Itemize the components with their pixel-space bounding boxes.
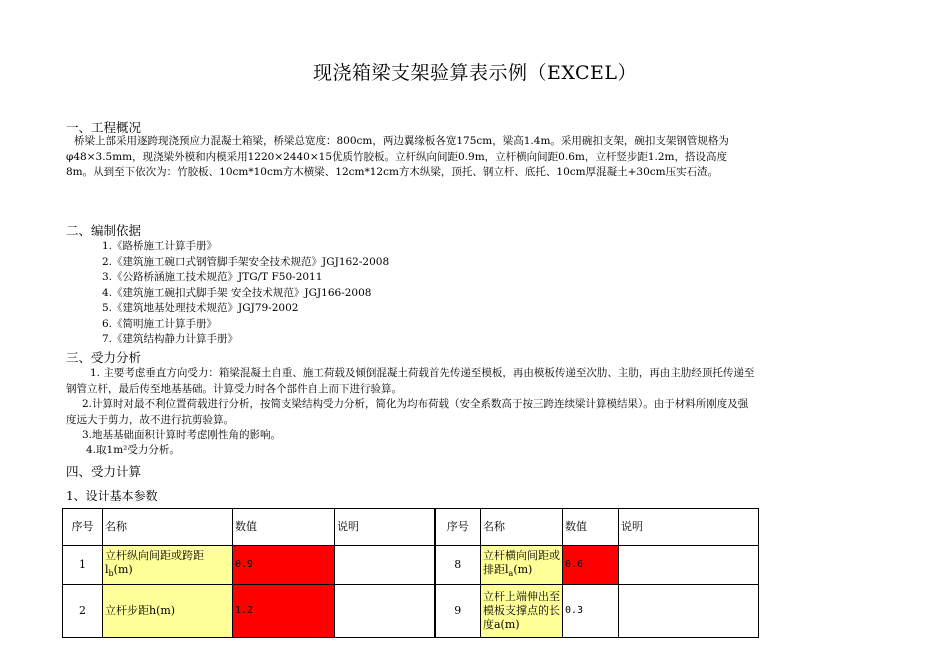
reference-item: 4.《建筑施工碗扣式脚手架 安全技术规范》JGJ166-2008: [102, 286, 372, 299]
parameter-name: 立杆纵向间距或跨距$l_b(m)$: [103, 546, 233, 585]
reference-item: 3.《公路桥涵施工技术规范》JTG/T F50-2011: [102, 271, 323, 283]
parameter-note: [619, 585, 759, 638]
section-heading-calculation: 四、受力计算: [66, 464, 142, 479]
parameter-value[interactable]: 0.3: [563, 585, 619, 638]
table-header-row: [63, 509, 759, 546]
header-cell: 序号: [63, 509, 103, 546]
header-cell: 说明: [335, 509, 435, 546]
parameter-note: [335, 585, 435, 638]
parameter-note: [619, 546, 759, 585]
header-cell: 名称: [481, 509, 563, 546]
reference-item: 5.《建筑地基处理技术规范》JGJ79-2002: [102, 302, 299, 314]
row-number: 8: [435, 546, 481, 585]
parameter-name: 立杆横向间距或排距$l_a(m)$: [481, 546, 563, 585]
row-number: 2: [63, 585, 103, 638]
row-number: 9: [435, 585, 481, 638]
header-cell: 名称: [103, 509, 233, 546]
section-heading-basis: 二、编制依据: [66, 223, 142, 238]
header-cell: 数值: [233, 509, 335, 546]
reference-item: 2.《建筑施工碗口式钢管脚手架安全技术规范》JGJ162-2008: [102, 255, 390, 268]
header-cell: 数值: [563, 509, 619, 546]
analysis-point-4: 4.取1m²受力分析。: [86, 444, 180, 456]
header-cell: 序号: [435, 509, 481, 546]
table-row: [63, 585, 759, 638]
row-number: 1: [63, 546, 103, 585]
parameter-name: 立杆上端伸出至模板支撑点的长度a(m): [481, 585, 563, 638]
header-cell: 说明: [619, 509, 759, 546]
subsection-heading-parameters: 1、设计基本参数: [66, 489, 158, 503]
parameter-value-input[interactable]: 0.6: [563, 546, 619, 585]
reference-item: 1.《路桥施工计算手册》: [102, 240, 218, 252]
section-heading-overview: 一、工程概况: [66, 120, 142, 135]
overview-text: 桥梁上部采用逐跨现浇预应力混凝土箱梁，桥梁总宽度：800cm，两边翼缘板各宽175cm，梁高1.4m。采用碗扣支架，碗扣支架钢管规格为φ48×3.5mm，现浇梁外模和内模采用1220×2440×15优质竹胶板。立杆纵向间距0.9m，立杆横向间距0.6m，立杆竖步距1.2m，搭设高度8m。从到至下依次为：竹胶板、10cm*10cm方木横梁、12cm*12cm方木纵梁，顶托、钢立杆、底托、10cm厚混凝土+30cm压实石渣。: [66, 135, 729, 178]
section-heading-analysis: 三、受力分析: [66, 350, 142, 365]
table-row: [63, 546, 759, 585]
page-title: 现浇箱梁支架验算表示例（EXCEL）: [312, 62, 638, 84]
analysis-point-2: 2.计算时对最不利位置荷载进行分析，按简支梁结构受力分析，简化为均布荷载（安全系数高于按三跨连续梁计算模结果）。由于材料所刚度及强度远大于剪力，故不进行抗剪验算。: [66, 398, 749, 426]
reference-item: 6.《简明施工计算手册》: [102, 317, 218, 330]
parameter-value-input[interactable]: 1.2: [233, 585, 335, 638]
analysis-point-3: 3.地基基础面积计算时考虑刚性角的影响。: [82, 429, 282, 441]
reference-list: [102, 239, 389, 348]
parameter-table: [62, 508, 759, 638]
reference-item: 7.《建筑结构静力计算手册》: [102, 333, 239, 345]
parameter-value-input[interactable]: 0.9: [233, 546, 335, 585]
parameter-name: 立杆步距h(m): [103, 585, 233, 638]
parameter-note: [335, 546, 435, 585]
analysis-point-1: 1. 主要考虑垂直方向受力：箱梁混凝土自重、施工荷载及倾倒混凝土荷载首先传递至模板，再由模板传递至次肋、主肋，再由主肋经顶托传递至钢管立杆，最后传至地基基础。计算受力时各个部件自上而下进行验算。: [66, 367, 755, 395]
